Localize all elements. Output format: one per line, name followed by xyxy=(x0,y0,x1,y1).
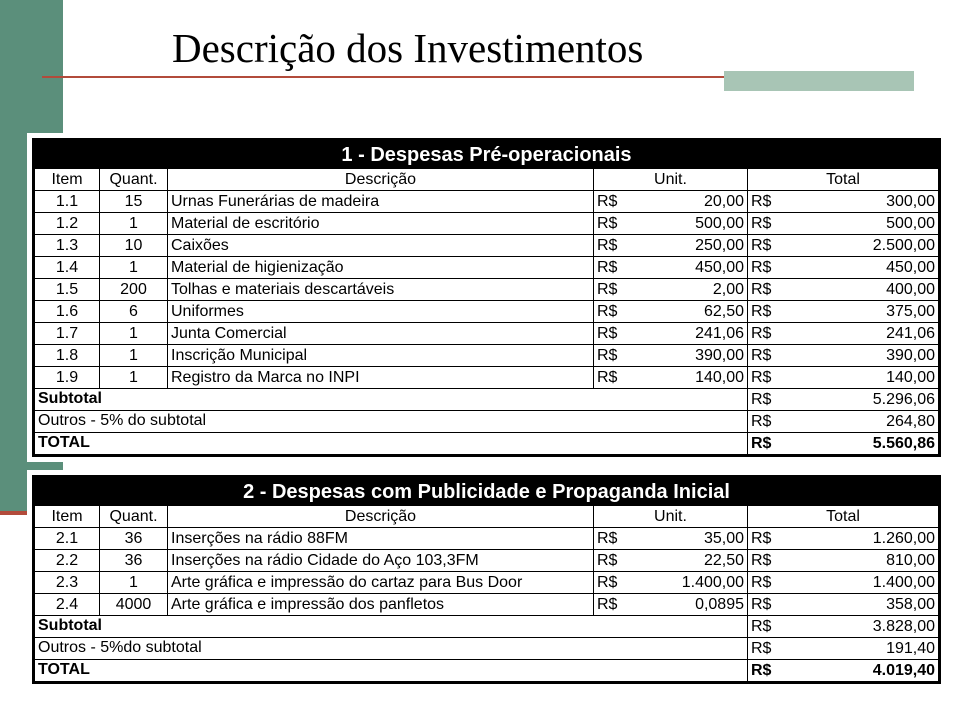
subtotal-row-label: Subtotal xyxy=(34,389,748,411)
column-header-unit: Unit. xyxy=(594,169,748,191)
total-price-cell: 1.400,00 xyxy=(788,572,940,594)
table-row xyxy=(34,345,940,367)
total-price-cell: 1.260,00 xyxy=(788,528,940,550)
total-price-cell: 375,00 xyxy=(788,301,940,323)
column-header-description: Descrição xyxy=(168,169,594,191)
total-price-cell: 500,00 xyxy=(788,213,940,235)
grand-total-row-label: TOTAL xyxy=(34,660,748,683)
others-row xyxy=(34,638,940,660)
others-row-value: 191,40 xyxy=(788,638,940,660)
page-title: Descrição dos Investimentos xyxy=(172,25,644,71)
total-currency-cell: R$ xyxy=(748,550,788,572)
unit-currency-cell: R$ xyxy=(594,257,634,279)
subtotal-row-value: 5.296,06 xyxy=(788,389,940,411)
unit-price-cell: 250,00 xyxy=(634,235,748,257)
description-cell: Caixões xyxy=(168,235,594,257)
description-cell: Inscrição Municipal xyxy=(168,345,594,367)
grand-total-row-label: TOTAL xyxy=(34,433,748,456)
table-row xyxy=(34,572,940,594)
item-cell: 1.4 xyxy=(34,257,100,279)
total-currency-cell: R$ xyxy=(748,213,788,235)
table-row xyxy=(34,191,940,213)
item-cell: 1.1 xyxy=(34,191,100,213)
item-cell: 2.1 xyxy=(34,528,100,550)
unit-price-cell: 62,50 xyxy=(634,301,748,323)
unit-currency-cell: R$ xyxy=(594,235,634,257)
unit-price-cell: 1.400,00 xyxy=(634,572,748,594)
grand-total-row xyxy=(34,660,940,683)
subtotal-row-label: Subtotal xyxy=(34,616,748,638)
others-row-value: 264,80 xyxy=(788,411,940,433)
table-row xyxy=(34,279,940,301)
quantity-cell: 1 xyxy=(100,257,168,279)
unit-currency-cell: R$ xyxy=(594,301,634,323)
unit-price-cell: 20,00 xyxy=(634,191,748,213)
quantity-cell: 1 xyxy=(100,213,168,235)
quantity-cell: 10 xyxy=(100,235,168,257)
table-title-row xyxy=(34,140,940,169)
item-cell: 1.8 xyxy=(34,345,100,367)
unit-currency-cell: R$ xyxy=(594,323,634,345)
unit-price-cell: 390,00 xyxy=(634,345,748,367)
unit-currency-cell: R$ xyxy=(594,345,634,367)
unit-currency-cell: R$ xyxy=(594,572,634,594)
table-preoperational xyxy=(32,138,941,457)
quantity-cell: 4000 xyxy=(100,594,168,616)
description-cell: Tolhas e materiais descartáveis xyxy=(168,279,594,301)
unit-currency-cell: R$ xyxy=(594,550,634,572)
quantity-cell: 1 xyxy=(100,572,168,594)
item-cell: 1.3 xyxy=(34,235,100,257)
column-header-quantity: Quant. xyxy=(100,169,168,191)
total-currency-cell: R$ xyxy=(748,235,788,257)
quantity-cell: 200 xyxy=(100,279,168,301)
total-price-cell: 140,00 xyxy=(788,367,940,389)
description-cell: Inserções na rádio Cidade do Aço 103,3FM xyxy=(168,550,594,572)
grand-total-row-currency: R$ xyxy=(748,660,788,683)
column-header-total: Total xyxy=(748,169,940,191)
subtotal-row-currency: R$ xyxy=(748,616,788,638)
grand-total-row xyxy=(34,433,940,456)
others-row xyxy=(34,411,940,433)
description-cell: Registro da Marca no INPI xyxy=(168,367,594,389)
total-price-cell: 2.500,00 xyxy=(788,235,940,257)
description-cell: Material de higienização xyxy=(168,257,594,279)
others-row-currency: R$ xyxy=(748,638,788,660)
table-title: 2 - Despesas com Publicidade e Propaganda Inicial xyxy=(34,477,940,506)
subtotal-row-currency: R$ xyxy=(748,389,788,411)
others-row-label: Outros - 5%do subtotal xyxy=(34,638,748,660)
subtotal-row xyxy=(34,616,940,638)
others-row-label: Outros - 5% do subtotal xyxy=(34,411,748,433)
item-cell: 1.2 xyxy=(34,213,100,235)
unit-currency-cell: R$ xyxy=(594,367,634,389)
total-currency-cell: R$ xyxy=(748,301,788,323)
total-price-cell: 400,00 xyxy=(788,279,940,301)
column-header-description: Descrição xyxy=(168,506,594,528)
total-currency-cell: R$ xyxy=(748,191,788,213)
column-header-quantity: Quant. xyxy=(100,506,168,528)
table-row xyxy=(34,528,940,550)
unit-price-cell: 500,00 xyxy=(634,213,748,235)
subtotal-row-value: 3.828,00 xyxy=(788,616,940,638)
total-currency-cell: R$ xyxy=(748,257,788,279)
total-currency-cell: R$ xyxy=(748,367,788,389)
description-cell: Inserções na rádio 88FM xyxy=(168,528,594,550)
title-accent-block xyxy=(724,71,914,91)
column-header-total: Total xyxy=(748,506,940,528)
item-cell: 2.4 xyxy=(34,594,100,616)
item-cell: 1.5 xyxy=(34,279,100,301)
grand-total-row-value: 4.019,40 xyxy=(788,660,940,683)
column-header-row xyxy=(34,506,940,528)
unit-currency-cell: R$ xyxy=(594,213,634,235)
item-cell: 1.7 xyxy=(34,323,100,345)
quantity-cell: 1 xyxy=(100,323,168,345)
unit-currency-cell: R$ xyxy=(594,191,634,213)
quantity-cell: 15 xyxy=(100,191,168,213)
total-price-cell: 810,00 xyxy=(788,550,940,572)
unit-price-cell: 450,00 xyxy=(634,257,748,279)
table-title: 1 - Despesas Pré-operacionais xyxy=(34,140,940,169)
unit-price-cell: 0,0895 xyxy=(634,594,748,616)
item-cell: 2.3 xyxy=(34,572,100,594)
unit-currency-cell: R$ xyxy=(594,528,634,550)
table-row xyxy=(34,323,940,345)
total-price-cell: 450,00 xyxy=(788,257,940,279)
unit-price-cell: 2,00 xyxy=(634,279,748,301)
description-cell: Arte gráfica e impressão do cartaz para Bus Door xyxy=(168,572,594,594)
quantity-cell: 36 xyxy=(100,550,168,572)
item-cell: 2.2 xyxy=(34,550,100,572)
table-advertising xyxy=(32,475,941,684)
description-cell: Material de escritório xyxy=(168,213,594,235)
others-row-currency: R$ xyxy=(748,411,788,433)
column-header-item: Item xyxy=(34,169,100,191)
description-cell: Junta Comercial xyxy=(168,323,594,345)
quantity-cell: 36 xyxy=(100,528,168,550)
unit-price-cell: 35,00 xyxy=(634,528,748,550)
table-row xyxy=(34,257,940,279)
total-currency-cell: R$ xyxy=(748,345,788,367)
total-price-cell: 390,00 xyxy=(788,345,940,367)
total-price-cell: 300,00 xyxy=(788,191,940,213)
total-currency-cell: R$ xyxy=(748,528,788,550)
grand-total-row-currency: R$ xyxy=(748,433,788,456)
table-row xyxy=(34,301,940,323)
description-cell: Uniformes xyxy=(168,301,594,323)
description-cell: Arte gráfica e impressão dos panfletos xyxy=(168,594,594,616)
item-cell: 1.6 xyxy=(34,301,100,323)
column-header-item: Item xyxy=(34,506,100,528)
table-advertising-wrapper xyxy=(27,470,946,689)
total-currency-cell: R$ xyxy=(748,572,788,594)
quantity-cell: 6 xyxy=(100,301,168,323)
quantity-cell: 1 xyxy=(100,345,168,367)
table-row xyxy=(34,235,940,257)
item-cell: 1.9 xyxy=(34,367,100,389)
unit-currency-cell: R$ xyxy=(594,594,634,616)
table-preoperational-wrapper xyxy=(27,133,946,462)
subtotal-row xyxy=(34,389,940,411)
total-price-cell: 241,06 xyxy=(788,323,940,345)
table-row xyxy=(34,367,940,389)
column-header-unit: Unit. xyxy=(594,506,748,528)
total-currency-cell: R$ xyxy=(748,594,788,616)
total-price-cell: 358,00 xyxy=(788,594,940,616)
unit-currency-cell: R$ xyxy=(594,279,634,301)
table-row xyxy=(34,550,940,572)
column-header-row xyxy=(34,169,940,191)
table-row xyxy=(34,594,940,616)
unit-price-cell: 22,50 xyxy=(634,550,748,572)
grand-total-row-value: 5.560,86 xyxy=(788,433,940,456)
table-row xyxy=(34,213,940,235)
description-cell: Urnas Funerárias de madeira xyxy=(168,191,594,213)
total-currency-cell: R$ xyxy=(748,323,788,345)
quantity-cell: 1 xyxy=(100,367,168,389)
unit-price-cell: 140,00 xyxy=(634,367,748,389)
total-currency-cell: R$ xyxy=(748,279,788,301)
unit-price-cell: 241,06 xyxy=(634,323,748,345)
table-title-row xyxy=(34,477,940,506)
